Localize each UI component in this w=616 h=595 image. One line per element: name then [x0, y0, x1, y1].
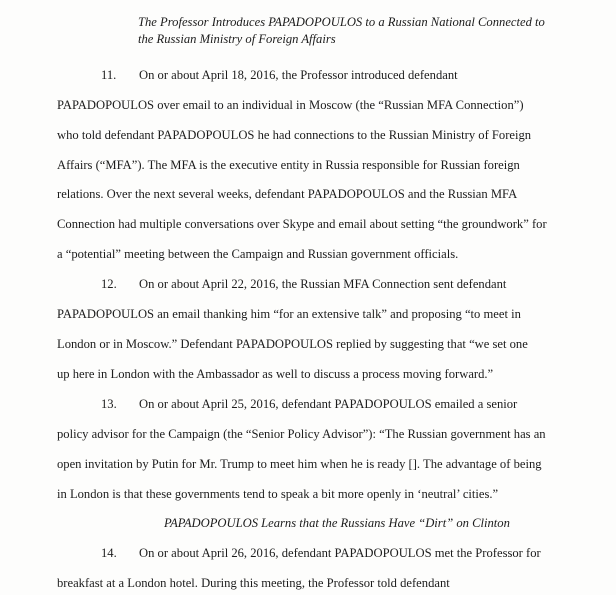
- paragraph-first-line: [101, 545, 541, 561]
- paragraph-text: On or about April 26, 2016, defendant PAPADOPOULOS met the Professor for: [139, 546, 541, 560]
- paragraph-line: London or in Moscow.” Defendant PAPADOPOULOS replied by suggesting that “we set one: [57, 337, 528, 351]
- paragraph-text: On or about April 25, 2016, defendant PAPADOPOULOS emailed a senior: [139, 397, 518, 411]
- paragraph-number: 12.: [101, 277, 117, 291]
- paragraph-line: relations. Over the next several weeks, defendant PAPADOPOULOS and the Russian MFA: [57, 187, 518, 201]
- paragraph-number: 14.: [101, 546, 117, 560]
- paragraph-line: up here in London with the Ambassador as well to discuss a process moving forward.”: [57, 367, 494, 381]
- paragraph-line: Connection had multiple conversations over Skype and email about setting “the groundwork” for: [57, 217, 547, 231]
- paragraph-line: in London is that these governments tend to speak a bit more openly in ‘neutral’ cities.”: [57, 487, 499, 501]
- paragraph-line: PAPADOPOULOS over email to an individual in Moscow (the “Russian MFA Connection”): [57, 98, 524, 112]
- paragraph-line: open invitation by Putin for Mr. Trump to meet him when he is ready []. The advantage of being: [57, 457, 542, 471]
- paragraph-line: policy advisor for the Campaign (the “Senior Policy Advisor”): “The Russian government has an: [57, 427, 546, 441]
- paragraph-line: PAPADOPOULOS an email thanking him “for an extensive talk” and proposing “to meet in: [57, 307, 521, 321]
- paragraph-line: breakfast at a London hotel. During this meeting, the Professor told defendant: [57, 576, 450, 590]
- paragraph-line: Affairs (“MFA”). The MFA is the executive entity in Russia responsible for Russian foreign: [57, 158, 520, 172]
- paragraph-first-line: [101, 276, 506, 292]
- paragraph-text: On or about April 18, 2016, the Professor introduced defendant: [139, 68, 458, 82]
- section-heading: The Professor Introduces PAPADOPOULOS to a Russian National Connected to: [138, 15, 545, 29]
- paragraph-line: a “potential” meeting between the Campaign and Russian government officials.: [57, 247, 459, 261]
- section-heading: the Russian Ministry of Foreign Affairs: [138, 32, 336, 46]
- section-heading: PAPADOPOULOS Learns that the Russians Have “Dirt” on Clinton: [164, 516, 510, 530]
- paragraph-first-line: [101, 396, 517, 412]
- paragraph-number: 11.: [101, 68, 117, 82]
- paragraph-first-line: [101, 67, 458, 83]
- paragraph-number: 13.: [101, 397, 117, 411]
- paragraph-text: On or about April 22, 2016, the Russian MFA Connection sent defendant: [139, 277, 507, 291]
- paragraph-line: who told defendant PAPADOPOULOS he had connections to the Russian Ministry of Foreign: [57, 128, 532, 142]
